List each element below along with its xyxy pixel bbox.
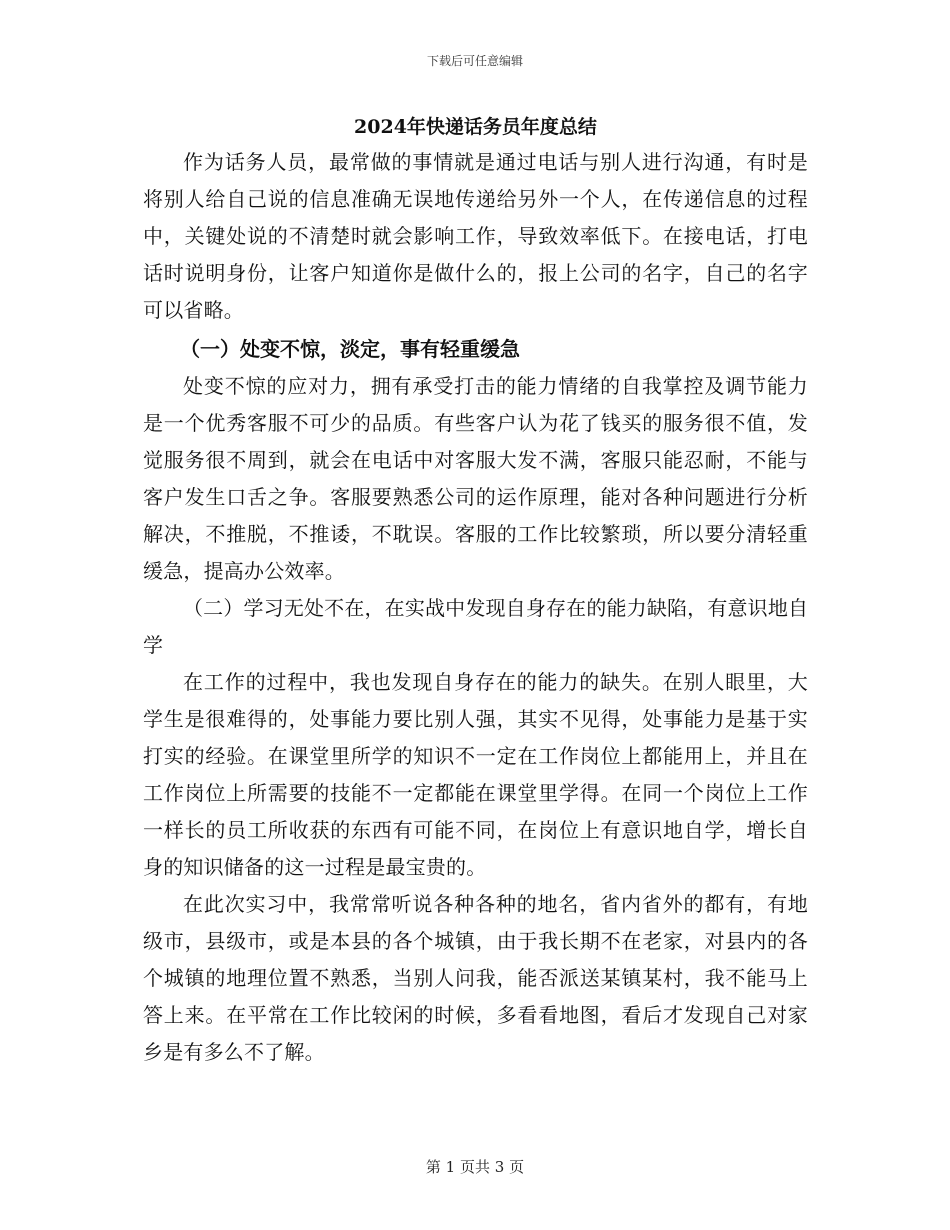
document-body — [143, 110, 808, 1071]
document-title: 2024年快递话务员年度总结 — [354, 116, 597, 138]
intro-paragraph: 作为话务人员，最常做的事情就是通过电话与别人进行沟通，有时是将别人给自己说的信息准确无误地传递给另外一个人，在传递信息的过程中，关键处说的不清楚时就会影响工作，导致效率低下。在接电话，打电话时说明身份，让客户知道你是做什么的，报上公司的名字，自己的名字可以省略。 — [143, 150, 808, 322]
page-header-note: 下载后可任意编辑 — [426, 54, 523, 68]
section1-heading: （一）处变不惊，淡定，事有轻重缓急 — [180, 337, 520, 361]
section2-paragraph-1: 在工作的过程中，我也发现自身存在的能力的缺失。在别人眼里，大学生是很难得的，处事能力要比别人强，其实不见得，处事能力是基于实打实的经验。在课堂里所学的知识不一定在工作岗位上都能用上，并且在工作岗位上所需要的技能不一定都能在课堂里学得。在同一个岗位上工作一样长的员工所收获的东西有可能不同，在岗位上有意识地自学，增长自身的知识储备的这一过程是最宝贵的。 — [143, 670, 808, 879]
section1-paragraph: 处变不惊的应对力，拥有承受打击的能力情绪的自我掌控及调节能力是一个优秀客服不可少的品质。有些客户认为花了钱买的服务很不值，发觉服务很不周到，就会在电话中对客服大发不满，客服只能忍耐，不能与客户发生口舌之争。客服要熟悉公司的运作原理，能对各种问题进行分析解决，不推脱，不推诿，不耽误。客服的工作比较繁琐，所以要分清轻重缓急，提高办公效率。 — [143, 374, 808, 583]
section2-heading: （二）学习无处不在，在实战中发现自身存在的能力缺陷，有意识地自学 — [143, 596, 808, 657]
section2-paragraph-2: 在此次实习中，我常常听说各种各种的地名，省内省外的都有，有地级市，县级市，或是本县的各个城镇，由于我长期不在老家，对县内的各个城镇的地理位置不熟悉，当别人问我，能否派送某镇某村，我不能马上答上来。在平常在工作比较闲的时候，多看看地图，看后才发现自己对家乡是有多么不了解。 — [143, 892, 808, 1064]
page-number-footer: 第 1 页共 3 页 — [425, 1158, 525, 1176]
